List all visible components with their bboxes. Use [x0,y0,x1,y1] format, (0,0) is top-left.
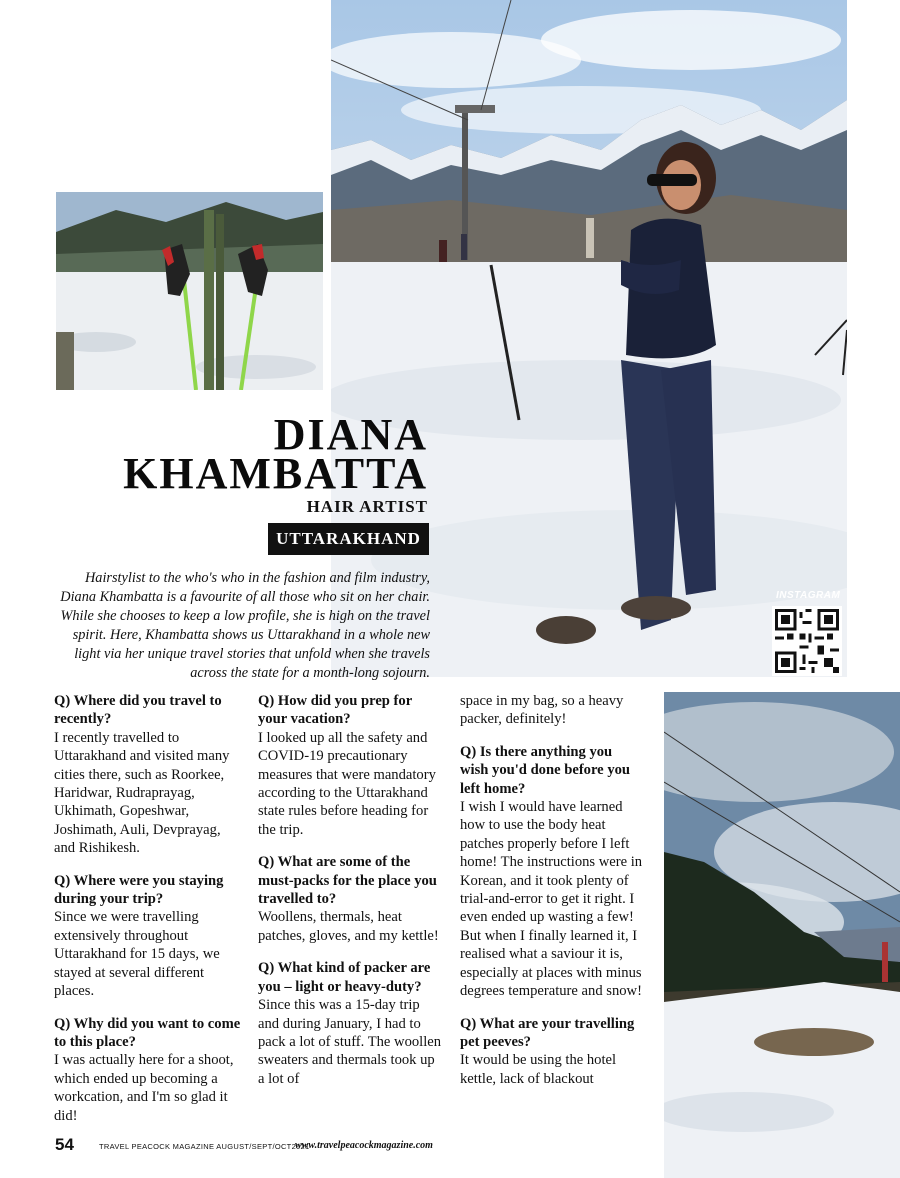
role-title: HAIR ARTIST [306,497,428,516]
question: Q) Where did you travel to recently? [54,693,222,728]
instagram-label: INSTAGRAM [776,590,841,601]
qa-item [460,692,644,729]
answer: It would be using the hotel kettle, lack of blackout [460,1052,617,1087]
answer: I was actually here for a shoot, which ended up becoming a workcation, and I'm so glad it did! [54,1052,234,1124]
question: Q) What kind of packer are you – light or heavy-duty? [258,960,431,995]
location-badge: UTTARAKHAND [268,523,429,555]
page-footer [55,1135,433,1155]
answer: Woollens, thermals, heat patches, gloves, and my kettle! [258,909,439,944]
answer: I wish I would have learned how to use the body heat patches properly before I left home! The instructions were in Korean, and it took plenty of trial-and-error to get it right. I even ended up wasting a few! But when I finally learned it, I realised what a saviour it is, especially at places with minus degrees temperature and snow! [460,799,643,1000]
question: Q) Is there anything you wish you'd done before you left home? [460,743,631,797]
column-3 [460,692,644,1102]
qa-item [258,853,442,945]
intro-paragraph: Hairstylist to the who's who in the fashion and film industry, Diana Khambatta is a favourite of all those who sit on her chair. While she chooses to keep a low profile, she is high on the travel spirit. Here, Khambatta shows us Uttarakhand in a whole new light via her unique travel stories that unfold when she travels across the state for a month-long sojourn. [60,570,430,681]
qa-item [258,692,442,839]
question: Q) What are some of the must-packs for the place you travelled to? [258,854,437,908]
qr-code-icon[interactable] [772,606,842,676]
answer-continued: space in my bag, so a heavy packer, definitely! [460,693,624,728]
gloves-photo [56,192,323,390]
answer: I recently travelled to Uttarakhand and visited many cities there, such as Roorkee, Haridwar, Rudraprayag, Ukhimath, Gopeshwar, Joshimath, Auli, Devprayag, and Rishikesh. [54,729,230,857]
qa-item [258,959,442,1088]
magazine-url[interactable]: www.travelpeacockmagazine.com [295,1140,433,1151]
column-1 [54,692,244,1139]
qa-item [54,692,244,858]
column-2 [258,692,442,1102]
answer: Since this was a 15-day trip and during January, I had to pack a lot of stuff. The woollen sweaters and thermals took up a lot of [258,997,442,1087]
qa-item [460,1015,644,1089]
name-line-2: KHAMBATTA [123,449,428,498]
answer: I looked up all the safety and COVID-19 precautionary measures that were mandatory according to the Uttarakhand state rules before heading for the trip. [258,729,436,838]
page-number: 54 [55,1135,74,1154]
answer: Since we were travelling extensively throughout Uttarakhand for 15 days, we stayed at several different places. [54,909,220,1000]
magazine-issue: TRAVEL PEACOCK MAGAZINE AUGUST/SEPT/OCT2021 [99,1142,310,1151]
snowy-hillside-photo [664,692,900,1178]
question: Q) Why did you want to come to this place? [54,1015,241,1050]
question: Q) Where were you staying during your trip? [54,872,224,908]
question: Q) How did you prep for your vacation? [258,693,412,728]
qa-item [460,743,644,1001]
name-line-1: DIANA [273,410,428,459]
question: Q) What are your travelling pet peeves? [460,1015,635,1050]
qa-item [54,1015,244,1125]
qa-item [54,872,244,1001]
